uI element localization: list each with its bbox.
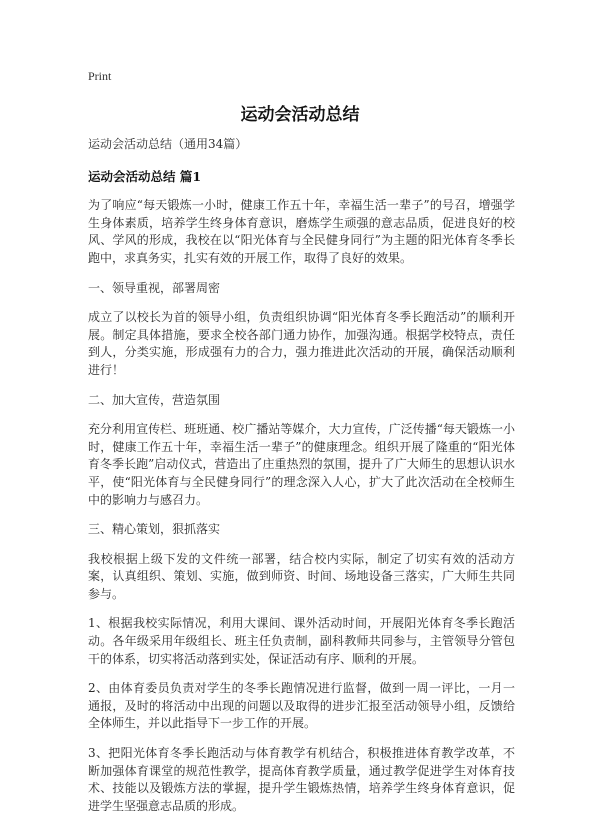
paragraph-item-3: 3、把阳光体育冬季长跑活动与体育教学有机结合，积极推进体育教学改革，不断加强体育课堂的规范性教学，提高体育教学质量，通过教学促进学生对体育技术、技能以及锻炼方法的掌握，提升学生锻炼热情，培养学生终身体育意识，促进学生坚强意志品质的形成。 [88, 746, 515, 813]
article-subtitle: 运动会活动总结（通用34篇） [88, 137, 248, 151]
heading-planning: 三、精心策划，狠抓落实 [88, 522, 221, 537]
article-body [88, 136, 515, 827]
print-link[interactable]: Print [88, 69, 112, 83]
intro-paragraph: 为了响应“每天锻炼一小时，健康工作五十年，幸福生活一辈子”的号召，增强学生身体素质，培养学生终身体育意识，磨炼学生顽强的意志品质，促进良好的校风、学风的形成，我校在以“阳光体育与全民健身同行”为主题的阳光体育冬季长跑中，求真务实，扎实有效的开展工作，取得了良好的效果。 [88, 198, 515, 265]
page-title: 运动会活动总结 [240, 105, 360, 125]
paragraph-publicity: 充分利用宣传栏、班班通、校广播站等媒介，大力宣传，广泛传播“每天锻炼一小时，健康工作五十年，幸福生活一辈子”的健康理念。组织开展了隆重的“阳光体育冬季长跑”启动仪式，营造出了庄重热烈的氛围，提升了广大师生的思想认识水平，使“阳光体育与全民健身同行”的理念深入人心，扩大了此次活动在全校师生中的影响力与感召力。 [88, 422, 515, 507]
paragraph-leadership: 成立了以校长为首的领导小组，负责组织协调“阳光体育冬季长跑活动”的顺利开展。制定具体措施，要求全校各部门通力协作，加强沟通。根据学校特点，责任到人，分类实施，形成强有力的合力，强力推进此次活动的开展，确保活动顺利进行！ [88, 310, 515, 377]
section-heading: 运动会活动总结 篇1 [88, 168, 202, 184]
paragraph-planning: 我校根据上级下发的文件统一部署，结合校内实际，制定了切实有效的活动方案，认真组织、策划、实施，做到师资、时间、场地设备三落实，广大师生共同参与。 [88, 551, 515, 601]
heading-leadership: 一、领导重视，部署周密 [88, 280, 221, 295]
heading-publicity: 二、加大宣传，营造氛围 [88, 392, 221, 407]
paragraph-item-1: 1、根据我校实际情况，利用大课间、课外活动时间，开展阳光体育冬季长跑活动。各年级采用年级组长、班主任负责制，副科教师共同参与，主管领导分管包干的体系，切实将活动落到实处，保证活动有序、顺利的开展。 [88, 616, 515, 666]
paragraph-item-2: 2、由体育委员负责对学生的冬季长跑情况进行监督，做到一周一评比，一月一通报，及时的将活动中出现的问题以及取得的进步汇报至活动领导小组，反馈给全体师生，并以此指导下一步工作的开展。 [88, 681, 515, 731]
